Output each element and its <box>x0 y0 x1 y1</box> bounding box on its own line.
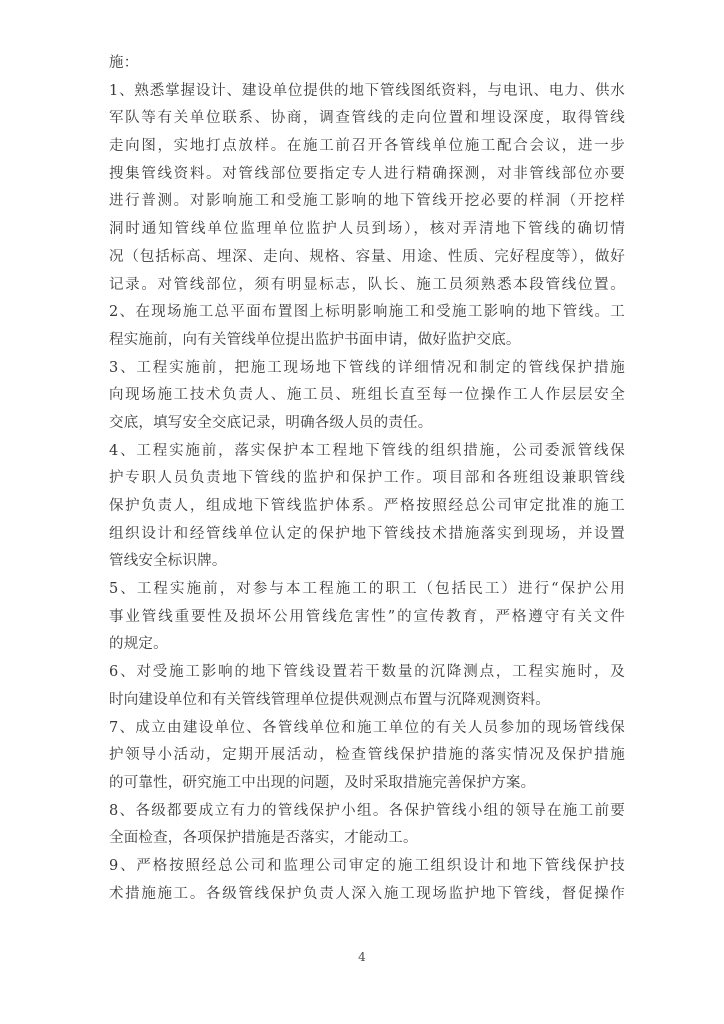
text-line: 况（包括标高、埋深、走向、规格、容量、用途、性质、完好程度等），做好 <box>109 248 625 265</box>
text-line: 管线安全标识牌。 <box>109 553 227 570</box>
text-line: 交底，填写安全交底记录，明确各级人员的责任。 <box>109 414 433 431</box>
text-line: 军队等有关单位联系、协商，调查管线的走向位置和埋设深度，取得管线 <box>109 110 625 127</box>
text-line: 记录。对管线部位，须有明显标志，队长、施工员须熟悉本段管线位置。 <box>109 276 625 293</box>
text-line: 施： <box>109 55 139 71</box>
text-line: 搜集管线资料。对管线部位要指定专人进行精确探测，对非管线部位亦要 <box>109 165 625 182</box>
text-line: 时向建设单位和有关管线管理单位提供观测点布置与沉降观测资料。 <box>109 691 550 708</box>
text-line: 洞时通知管线单位监理单位监护人员到场），核对弄清地下管线的确切情 <box>109 221 625 238</box>
text-line: 术措施施工。各级管线保护负责人深入施工现场监护地下管线，督促操作 <box>109 885 625 902</box>
text-line: 8、各级都要成立有力的管线保护小组。各保护管线小组的领导在施工前要 <box>109 802 625 819</box>
text-line: 2、在现场施工总平面布置图上标明影响施工和受施工影响的地下管线。工 <box>109 304 625 321</box>
text-line: 6、对受施工影响的地下管线设置若干数量的沉降测点，工程实施时，及 <box>109 664 625 681</box>
text-line: 保护负责人，组成地下管线监护体系。严格按照经总公司审定批准的施工 <box>109 498 625 514</box>
text-line: 的规定。 <box>109 636 168 653</box>
text-line: 的可靠性，研究施工中出现的问题，及时采取措施完善保护方案。 <box>109 774 536 791</box>
text-line: 组织设计和经管线单位认定的保护地下管线技术措施落实到现场，并设置 <box>109 525 625 542</box>
text-line: 事业管线重要性及损坏公用管线危害性”的宣传教育，严格遵守有关文件 <box>109 608 625 625</box>
page-number: 4 <box>358 950 366 964</box>
text-line: 护领导小活动，定期开展活动，检查管线保护措施的落实情况及保护措施 <box>109 747 625 764</box>
text-line: 1、熟悉掌握设计、建设单位提供的地下管线图纸资料，与电讯、电力、供水 <box>109 82 625 99</box>
text-line: 进行普测。对影响施工和受施工影响的地下管线开挖必要的样洞（开挖样 <box>109 193 625 210</box>
text-line: 3、工程实施前，把施工现场地下管线的详细情况和制定的管线保护措施 <box>109 359 625 376</box>
text-line: 程实施前，向有关管线单位提出监护书面申请，做好监护交底。 <box>109 331 521 348</box>
text-line: 9、严格按照经总公司和监理公司审定的施工组织设计和地下管线保护技 <box>109 857 625 874</box>
text-line: 5、工程实施前，对参与本工程施工的职工（包括民工）进行“保护公用 <box>109 581 625 598</box>
text-block <box>109 50 625 908</box>
text-line: 向现场施工技术负责人、施工员、班组长直至每一位操作工人作层层安全 <box>109 387 625 404</box>
text-line: 走向图，实地打点放样。在施工前召开各管线单位施工配合会议，进一步 <box>109 138 625 155</box>
text-line: 7、成立由建设单位、各管线单位和施工单位的有关人员参加的现场管线保 <box>109 719 625 736</box>
page-footer <box>0 946 724 965</box>
text-line: 4、工程实施前，落实保护本工程地下管线的组织措施，公司委派管线保 <box>109 442 625 459</box>
text-line: 护专职人员负责地下管线的监护和保护工作。项目部和各班组设兼职管线 <box>109 470 625 487</box>
text-line: 全面检查，各项保护措施是否落实，才能动工。 <box>109 830 418 847</box>
